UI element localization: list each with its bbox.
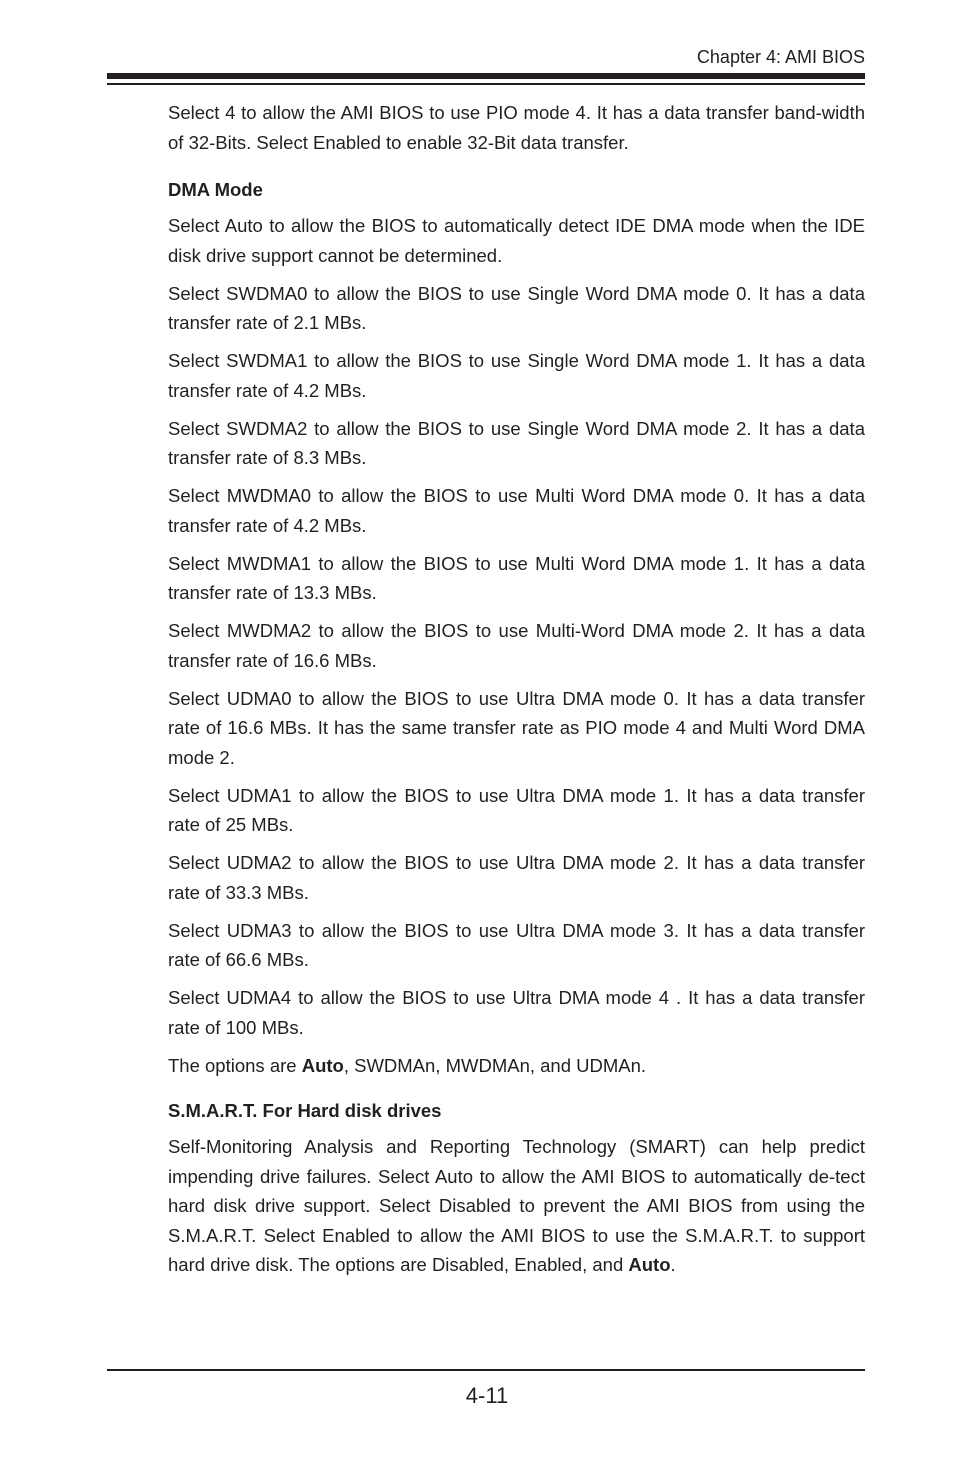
smart-paragraph-end: .	[670, 1254, 676, 1275]
header-rule-thin	[107, 83, 865, 85]
dma-paragraph-udma1: Select UDMA1 to allow the BIOS to use Ultra DMA mode 1. It has a data transfer rate of 25 MBs.	[168, 784, 865, 835]
dma-options-default: Auto	[301, 1054, 344, 1076]
dma-paragraph-swdma2: Select SWDMA2 to allow the BIOS to use Single Word DMA mode 2. It has a data transfer rate of 8.3 MBs.	[168, 417, 865, 468]
dma-paragraph-auto: Select Auto to allow the BIOS to automatically detect IDE DMA mode when the IDE disk drive support cannot be determined.	[168, 215, 865, 266]
chapter-title: Chapter 4: AMI BIOS	[696, 47, 865, 67]
smart-options-default: Auto	[628, 1254, 671, 1275]
dma-options-paragraph	[168, 1051, 865, 1081]
dma-paragraph-udma3: Select UDMA3 to allow the BIOS to use Ultra DMA mode 3. It has a data transfer rate of 66.6 MBs.	[168, 919, 865, 970]
section-heading-dma-mode: DMA Mode	[168, 179, 263, 200]
page-number: 4-11	[465, 1383, 509, 1408]
dma-paragraph-udma0: Select UDMA0 to allow the BIOS to use Ultra DMA mode 0. It has a data transfer rate of 16.6 MBs. It has the same transfer rate as PIO mode 4 and Multi Word DMA mode 2.	[168, 687, 865, 768]
dma-options-prefix: The options are	[168, 1054, 302, 1076]
dma-options-suffix: , SWDMAn, MWDMAn, and UDMAn.	[343, 1054, 647, 1076]
dma-paragraph-swdma1: Select SWDMA1 to allow the BIOS to use Single Word DMA mode 1. It has a data transfer rate of 4.2 MBs.	[168, 350, 865, 401]
smart-paragraph	[168, 1132, 865, 1280]
intro-paragraph: Select 4 to allow the AMI BIOS to use PIO mode 4. It has a data transfer band-width of 32-Bits. Select Enabled to enable 32-Bit data transfer.	[168, 102, 865, 153]
header-rule-thick	[107, 73, 865, 79]
dma-paragraph-swdma0: Select SWDMA0 to allow the BIOS to use Single Word DMA mode 0. It has a data transfer rate of 2.1 MBs.	[168, 282, 865, 333]
dma-paragraph-mwdma1: Select MWDMA1 to allow the BIOS to use Multi Word DMA mode 1. It has a data transfer rate of 13.3 MBs.	[168, 552, 865, 603]
dma-paragraph-udma2: Select UDMA2 to allow the BIOS to use Ultra DMA mode 2. It has a data transfer rate of 33.3 MBs.	[168, 852, 865, 903]
dma-paragraph-mwdma2: Select MWDMA2 to allow the BIOS to use Multi-Word DMA mode 2. It has a data transfer rate of 16.6 MBs.	[168, 620, 865, 671]
section-heading-smart: S.M.A.R.T. For Hard disk drives	[168, 1100, 442, 1121]
smart-paragraph-text: Self-Monitoring Analysis and Reporting Technology (SMART) can help predict impending drive failures. Select Auto to allow the AMI BIOS to automatically de-tect hard disk drive support. Select Disabled to prevent the AMI BIOS from using the S.M.A.R.T. Select Enabled to allow the AMI BIOS to use the S.M.A.R.T. to support hard drive disk. The options are Disabled, Enabled, and	[168, 1136, 865, 1275]
footer-rule	[107, 1369, 865, 1371]
page-body	[168, 98, 865, 1288]
dma-paragraph-mwdma0: Select MWDMA0 to allow the BIOS to use Multi Word DMA mode 0. It has a data transfer rate of 4.2 MBs.	[168, 485, 865, 536]
dma-paragraph-udma4: Select UDMA4 to allow the BIOS to use Ultra DMA mode 4 . It has a data transfer rate of 100 MBs.	[168, 987, 865, 1038]
